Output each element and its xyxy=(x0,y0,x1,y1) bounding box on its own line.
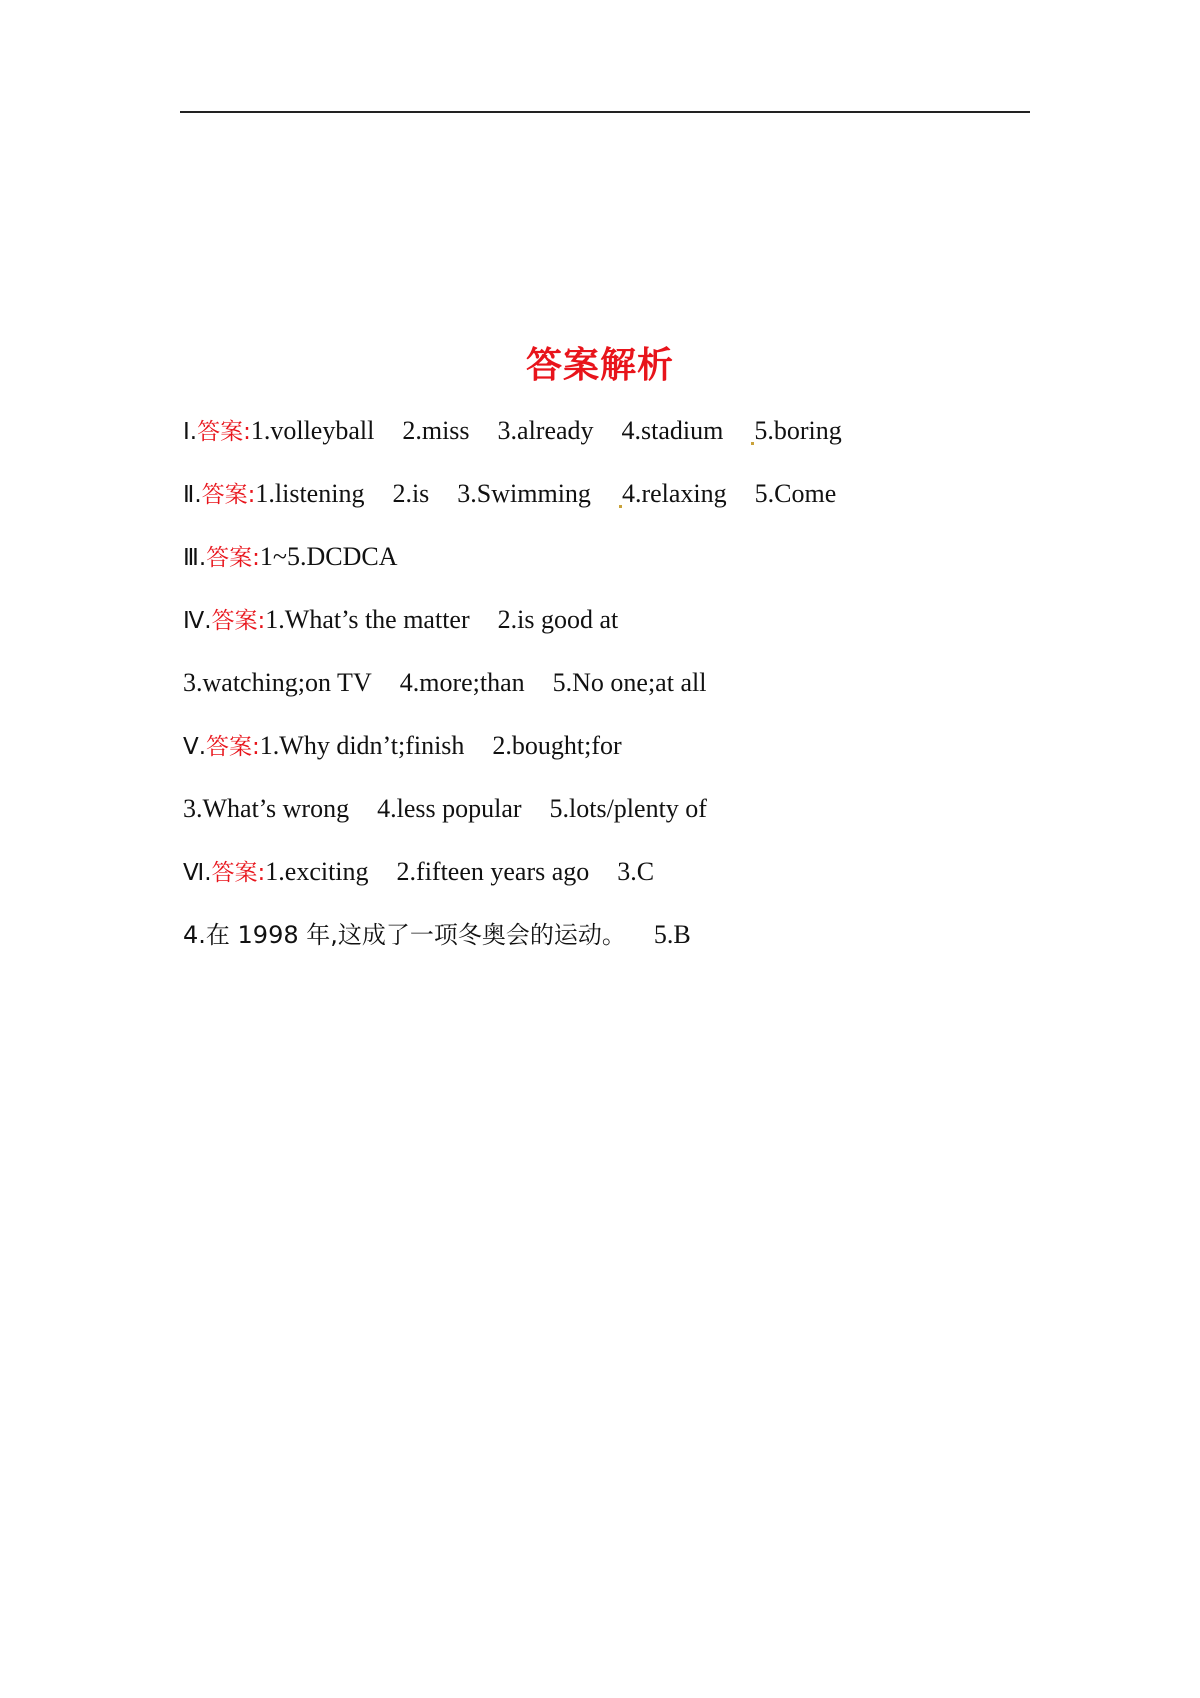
answer-item: 5.lots/plenty of xyxy=(549,794,707,823)
section-numeral: Ⅵ. xyxy=(183,860,212,886)
answer-item: 2.is good at xyxy=(497,605,619,634)
answer-label: 答案: xyxy=(197,419,251,445)
header-rule xyxy=(180,111,1030,113)
answer-label: 答案: xyxy=(206,734,260,760)
answer-item: 4.less popular xyxy=(377,794,522,823)
answer-item: 5.B xyxy=(653,920,691,949)
answer-label: 答案: xyxy=(211,608,266,634)
answer-item: 4.在 1998 年,这成了一项冬奥会的运动。 xyxy=(183,921,626,949)
answer-item: 2.fifteen years ago xyxy=(396,857,590,886)
answer-label: 答案: xyxy=(206,545,260,571)
section-numeral: Ⅰ. xyxy=(183,419,198,445)
section-numeral: Ⅴ. xyxy=(183,734,207,760)
answer-item: 2.bought;for xyxy=(492,731,622,760)
answer-line-6-cont xyxy=(183,915,691,955)
section-numeral: Ⅲ. xyxy=(183,545,207,571)
answer-item: 3.C xyxy=(617,857,655,886)
answer-item: 1.exciting xyxy=(265,857,369,886)
answer-item: 3.watching;on TV xyxy=(183,668,372,697)
page-title: 答案解析 xyxy=(525,345,674,386)
section-numeral: Ⅱ. xyxy=(183,482,202,508)
answer-item: 2.is xyxy=(392,479,430,508)
answer-line-2 xyxy=(183,474,836,514)
answer-item: 4.stadium xyxy=(621,416,724,445)
answer-item: 1.volleyball xyxy=(250,416,375,445)
answer-item: 1.What’s the matter xyxy=(265,605,470,634)
answer-item: 2.miss xyxy=(402,416,470,445)
answer-item: 3.already xyxy=(497,416,594,445)
answer-item: 1~5.DCDCA xyxy=(259,542,398,571)
answer-label: 答案: xyxy=(201,482,256,508)
answer-item: 4.relaxing xyxy=(621,479,727,508)
answer-item: 5.No one;at all xyxy=(552,668,707,697)
answer-line-6 xyxy=(183,852,654,892)
answer-line-1 xyxy=(183,411,842,451)
section-numeral: Ⅳ. xyxy=(183,608,212,634)
answer-label: 答案: xyxy=(211,860,266,886)
answer-item: 3.What’s wrong xyxy=(183,794,350,823)
answer-line-5 xyxy=(183,726,622,766)
answer-line-4-cont xyxy=(183,663,706,703)
answer-item: 1.listening xyxy=(255,479,365,508)
answer-item: 3.Swimming xyxy=(457,479,591,508)
answer-line-5-cont xyxy=(183,789,707,829)
answer-item: 4.more;than xyxy=(399,668,525,697)
answer-item: 5.Come xyxy=(754,479,837,508)
answer-line-3 xyxy=(183,537,398,577)
answer-item: 1.Why didn’t;finish xyxy=(259,731,465,760)
answer-line-4 xyxy=(183,600,618,640)
answer-item: 5.boring xyxy=(754,416,842,445)
